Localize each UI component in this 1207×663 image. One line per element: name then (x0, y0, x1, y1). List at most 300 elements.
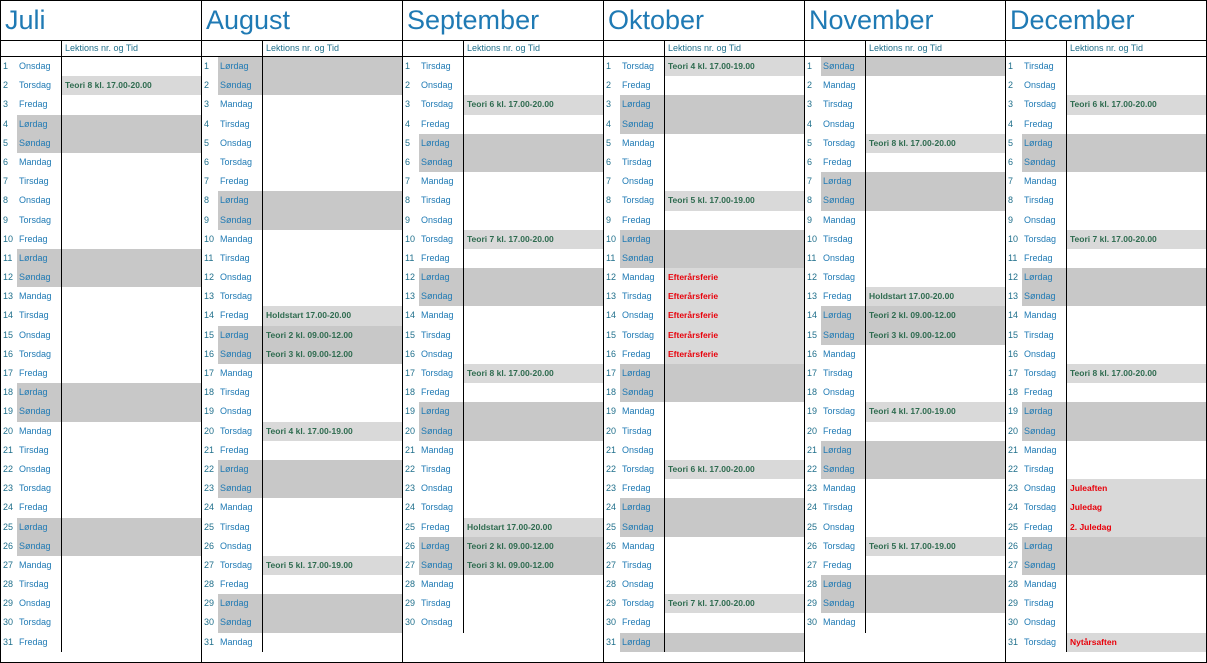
day-number: 25 (1008, 521, 1019, 532)
day-number: 26 (1, 537, 17, 556)
day-number: 20 (403, 422, 419, 441)
day-weekday: Tirsdag (19, 444, 49, 455)
day-weekday: Søndag (218, 479, 262, 498)
day-weekday: Lørdag (17, 518, 61, 537)
day-number: 6 (606, 156, 612, 167)
day-row (202, 134, 402, 153)
day-lesson-note (463, 345, 603, 364)
day-number: 16 (807, 348, 818, 359)
day-number: 28 (204, 579, 215, 590)
day-row (604, 537, 804, 556)
day-weekday: Torsdag (220, 425, 253, 436)
day-lesson-note (1066, 537, 1206, 556)
day-weekday: Fredag (19, 368, 48, 378)
day-number: 25 (1, 518, 17, 537)
day-weekday: Fredag (1024, 252, 1053, 263)
day-number: 10 (1008, 233, 1019, 244)
day-weekday: Onsdag (823, 252, 855, 263)
day-row (805, 211, 1005, 230)
day-row (403, 518, 603, 537)
day-weekday: Tirsdag (421, 598, 451, 609)
day-number: 11 (405, 252, 415, 263)
day-lesson-note: Teori 7 kl. 17.00-20.00 (664, 594, 804, 613)
day-lesson-note (664, 115, 804, 134)
day-number: 31 (3, 636, 14, 647)
day-row (1006, 422, 1206, 441)
day-row (202, 556, 402, 575)
day-number: 6 (3, 156, 9, 167)
day-number: 27 (3, 559, 14, 570)
day-weekday: Søndag (17, 134, 61, 153)
day-lesson-note: Teori 3 kl. 09.00-12.00 (262, 345, 402, 364)
day-number: 28 (1008, 579, 1019, 590)
day-row (1006, 230, 1206, 249)
day-weekday: Onsdag (622, 310, 654, 321)
day-number: 27 (204, 559, 215, 570)
day-number: 21 (204, 444, 215, 455)
day-lesson-note: Teori 8 kl. 17.00-20.00 (865, 134, 1005, 153)
day-row (202, 402, 402, 421)
day-number: 19 (1006, 402, 1022, 421)
day-number: 5 (1006, 134, 1022, 153)
day-lesson-note (463, 115, 603, 134)
day-lesson-note (61, 230, 201, 249)
day-lesson-note (262, 364, 402, 383)
day-weekday: Mandag (622, 406, 655, 417)
header-date-col (202, 41, 218, 56)
day-weekday: Søndag (620, 115, 664, 134)
day-row (403, 57, 603, 76)
day-lesson-note (463, 422, 603, 441)
day-lesson-note: Teori 5 kl. 17.00-19.00 (262, 556, 402, 575)
day-row (805, 383, 1005, 402)
day-row (604, 115, 804, 134)
day-weekday: Torsdag (1024, 502, 1057, 513)
day-row (604, 402, 804, 421)
day-row (403, 556, 603, 575)
day-weekday: Søndag (1022, 287, 1066, 306)
day-lesson-note (865, 383, 1005, 402)
day-number: 17 (3, 368, 14, 378)
day-lesson-note (865, 249, 1005, 268)
day-weekday: Fredag (19, 502, 48, 513)
day-row (805, 268, 1005, 287)
day-lesson-note (262, 211, 402, 230)
day-lesson-note (262, 230, 402, 249)
day-weekday: Torsdag (421, 502, 454, 513)
day-number: 13 (3, 291, 14, 302)
day-lesson-note (664, 633, 804, 652)
day-weekday: Torsdag (622, 195, 655, 206)
day-weekday: Onsdag (220, 406, 252, 417)
day-row (604, 268, 804, 287)
month-title: November (805, 1, 1005, 41)
day-row (1, 287, 201, 306)
day-weekday: Lørdag (218, 594, 262, 613)
day-weekday: Lørdag (218, 191, 262, 210)
day-number: 14 (606, 310, 617, 321)
day-lesson-note: Teori 5 kl. 17.00-19.00 (664, 191, 804, 210)
day-number: 26 (1006, 537, 1022, 556)
day-number: 30 (405, 617, 416, 628)
day-number: 10 (3, 233, 14, 244)
day-number: 19 (403, 402, 419, 421)
day-lesson-note: Teori 2 kl. 09.00-12.00 (865, 306, 1005, 325)
day-row (202, 95, 402, 114)
day-number: 12 (1006, 268, 1022, 287)
month-days (805, 57, 1005, 662)
day-row (202, 613, 402, 632)
day-row (202, 460, 402, 479)
day-weekday: Tirsdag (19, 579, 49, 590)
day-row (604, 230, 804, 249)
day-weekday: Fredag (1024, 521, 1053, 532)
day-row (604, 498, 804, 517)
day-number: 11 (604, 249, 620, 268)
day-lesson-note (865, 211, 1005, 230)
day-weekday: Mandag (19, 156, 52, 167)
day-lesson-note (664, 230, 804, 249)
day-row (805, 191, 1005, 210)
day-number: 31 (604, 633, 620, 652)
day-weekday: Fredag (421, 521, 450, 532)
day-lesson-note (664, 364, 804, 383)
day-row (805, 134, 1005, 153)
day-weekday: Lørdag (620, 364, 664, 383)
day-number: 19 (1, 402, 17, 421)
day-number: 3 (807, 99, 813, 110)
day-row (1, 306, 201, 325)
day-row (604, 211, 804, 230)
day-row (403, 345, 603, 364)
day-lesson-note (1066, 306, 1206, 325)
day-number: 3 (204, 99, 210, 110)
day-weekday: Lørdag (419, 134, 463, 153)
day-row (1, 479, 201, 498)
day-lesson-note (61, 345, 201, 364)
day-number: 24 (405, 502, 416, 513)
day-row (1006, 537, 1206, 556)
day-row (1006, 191, 1206, 210)
day-weekday: Torsdag (823, 540, 856, 551)
day-number: 29 (1008, 598, 1019, 609)
day-number: 11 (1008, 252, 1018, 263)
day-row (403, 268, 603, 287)
month-days (1, 57, 201, 662)
day-number: 24 (204, 502, 215, 513)
day-lesson-note (262, 575, 402, 594)
day-weekday: Mandag (1024, 579, 1057, 590)
day-row (604, 479, 804, 498)
day-number: 17 (204, 368, 215, 378)
day-lesson-note (262, 249, 402, 268)
day-weekday: Tirsdag (622, 559, 652, 570)
day-row (1006, 95, 1206, 114)
day-number: 3 (604, 95, 620, 114)
day-lesson-note (463, 268, 603, 287)
day-weekday: Torsdag (19, 214, 52, 225)
day-row (1, 191, 201, 210)
day-lesson-note (865, 479, 1005, 498)
day-number: 26 (807, 540, 818, 551)
day-weekday: Torsdag (220, 559, 253, 570)
day-number: 5 (1, 134, 17, 153)
day-row (1, 422, 201, 441)
day-number: 21 (606, 444, 617, 455)
day-row (805, 422, 1005, 441)
day-lesson-note (1066, 441, 1206, 460)
day-row (1, 326, 201, 345)
day-lesson-note: Holdstart 17.00-20.00 (865, 287, 1005, 306)
day-row (403, 230, 603, 249)
day-lesson-note (262, 402, 402, 421)
day-lesson-note (1066, 345, 1206, 364)
day-row (805, 249, 1005, 268)
day-row (604, 134, 804, 153)
day-weekday: Onsdag (19, 463, 51, 474)
day-row (604, 441, 804, 460)
day-weekday: Onsdag (421, 80, 453, 91)
day-row (1006, 575, 1206, 594)
day-lesson-note (262, 268, 402, 287)
day-number: 5 (606, 137, 612, 148)
day-number: 6 (1006, 153, 1022, 172)
day-lesson-note (262, 153, 402, 172)
day-weekday: Mandag (823, 348, 856, 359)
day-number: 29 (405, 598, 416, 609)
day-row (403, 287, 603, 306)
day-number: 22 (1008, 463, 1019, 474)
day-number: 17 (604, 364, 620, 383)
day-weekday: Onsdag (1024, 214, 1056, 225)
day-weekday: Mandag (19, 291, 52, 302)
day-weekday: Mandag (421, 444, 454, 455)
day-weekday: Lørdag (17, 383, 61, 402)
day-weekday: Lørdag (821, 306, 865, 325)
day-lesson-note (664, 422, 804, 441)
day-number: 22 (3, 463, 14, 474)
day-row (1, 230, 201, 249)
day-lesson-note (865, 575, 1005, 594)
day-lesson-note (865, 556, 1005, 575)
day-number: 13 (807, 291, 818, 302)
day-number: 16 (606, 348, 617, 359)
day-weekday: Fredag (19, 233, 48, 244)
day-lesson-note (865, 613, 1005, 632)
day-number: 15 (805, 326, 821, 345)
day-weekday: Lørdag (218, 326, 262, 345)
day-row (202, 268, 402, 287)
day-row (202, 633, 402, 652)
day-lesson-note (262, 498, 402, 517)
day-lesson-note (61, 306, 201, 325)
day-row (1006, 76, 1206, 95)
month-title: Juli (1, 1, 201, 41)
day-weekday: Torsdag (1024, 233, 1057, 244)
day-lesson-note (664, 479, 804, 498)
day-row (805, 633, 1005, 652)
day-weekday: Lørdag (1022, 134, 1066, 153)
day-weekday: Onsdag (1024, 80, 1056, 91)
day-number: 1 (3, 61, 9, 71)
day-lesson-note: 2. Juledag (1066, 518, 1206, 537)
day-row (1, 594, 201, 613)
day-number: 16 (405, 348, 416, 359)
day-lesson-note (262, 287, 402, 306)
day-number: 14 (1008, 310, 1019, 321)
day-number: 9 (807, 214, 813, 225)
day-row (805, 594, 1005, 613)
day-weekday: Fredag (220, 444, 249, 455)
day-weekday: Lørdag (17, 249, 61, 268)
day-number: 23 (606, 483, 617, 494)
day-weekday: Mandag (220, 368, 253, 378)
day-row (604, 172, 804, 191)
day-row (403, 422, 603, 441)
day-row (403, 249, 603, 268)
day-row (604, 326, 804, 345)
day-row (1006, 153, 1206, 172)
day-number: 28 (405, 579, 416, 590)
day-weekday: Mandag (1024, 444, 1057, 455)
day-row (805, 537, 1005, 556)
day-row (202, 57, 402, 76)
day-lesson-note: Efterårsferie (664, 345, 804, 364)
day-row (202, 364, 402, 383)
day-row (1006, 383, 1206, 402)
day-lesson-note (61, 326, 201, 345)
day-weekday: Søndag (218, 76, 262, 95)
day-row (1006, 287, 1206, 306)
day-number: 10 (405, 233, 416, 244)
day-lesson-note (1066, 57, 1206, 76)
day-row (1, 153, 201, 172)
day-lesson-note (1066, 613, 1206, 632)
day-lesson-note (865, 268, 1005, 287)
day-lesson-note (865, 364, 1005, 383)
day-row (805, 518, 1005, 537)
day-weekday: Søndag (1022, 422, 1066, 441)
day-row (1006, 556, 1206, 575)
day-number: 4 (204, 118, 210, 129)
day-row (805, 76, 1005, 95)
day-lesson-note (61, 402, 201, 421)
day-row (202, 191, 402, 210)
day-weekday: Onsdag (421, 483, 453, 494)
day-row (604, 249, 804, 268)
day-weekday: Mandag (220, 99, 253, 110)
day-row (1, 57, 201, 76)
day-weekday: Onsdag (823, 521, 855, 532)
day-number: 19 (204, 406, 215, 417)
day-lesson-note: Teori 7 kl. 17.00-20.00 (1066, 230, 1206, 249)
day-row (403, 326, 603, 345)
day-weekday: Mandag (622, 272, 655, 283)
day-lesson-note (61, 57, 201, 76)
day-number: 27 (807, 559, 818, 570)
day-weekday: Torsdag (1024, 636, 1057, 647)
day-number: 8 (805, 191, 821, 210)
day-row (1, 518, 201, 537)
day-row (403, 306, 603, 325)
day-row (1006, 479, 1206, 498)
day-weekday: Onsdag (622, 176, 654, 187)
day-row (1006, 633, 1206, 652)
day-lesson-note (463, 134, 603, 153)
day-weekday: Mandag (1024, 176, 1057, 187)
day-number: 27 (606, 559, 617, 570)
day-lesson-note (865, 153, 1005, 172)
day-row (403, 153, 603, 172)
day-row (1, 115, 201, 134)
day-lesson-note (1066, 249, 1206, 268)
day-row (403, 479, 603, 498)
day-weekday: Søndag (419, 556, 463, 575)
day-number: 20 (3, 425, 14, 436)
day-number: 4 (604, 115, 620, 134)
day-row (403, 95, 603, 114)
day-number: 12 (204, 272, 215, 283)
day-lesson-note (262, 633, 402, 652)
day-number: 7 (405, 176, 411, 187)
day-row (604, 633, 804, 652)
day-weekday: Lørdag (821, 575, 865, 594)
day-lesson-note (865, 498, 1005, 517)
day-weekday: Lørdag (218, 460, 262, 479)
day-weekday: Torsdag (823, 406, 856, 417)
day-weekday: Tirsdag (823, 368, 853, 378)
day-lesson-note (664, 518, 804, 537)
day-lesson-note (61, 153, 201, 172)
day-weekday: Mandag (823, 617, 856, 628)
header-weekday-col (218, 41, 262, 56)
day-number: 3 (405, 99, 411, 110)
day-number: 7 (1008, 176, 1014, 187)
day-row (1, 345, 201, 364)
day-number: 11 (204, 252, 214, 263)
day-number: 17 (405, 368, 416, 378)
month-header (403, 41, 603, 57)
day-number: 29 (202, 594, 218, 613)
day-weekday: Lørdag (620, 95, 664, 114)
day-number: 24 (807, 502, 818, 513)
day-lesson-note (1066, 76, 1206, 95)
day-number: 13 (204, 291, 215, 302)
day-lesson-note (262, 115, 402, 134)
day-weekday: Torsdag (19, 80, 52, 91)
day-lesson-note (463, 191, 603, 210)
day-weekday: Mandag (421, 176, 454, 187)
day-lesson-note (61, 633, 201, 652)
month-title: Oktober (604, 1, 804, 41)
day-weekday: Fredag (823, 291, 852, 302)
day-weekday: Søndag (419, 153, 463, 172)
month-column (403, 1, 604, 662)
month-column (604, 1, 805, 662)
day-number: 29 (3, 598, 14, 609)
day-row (403, 211, 603, 230)
day-weekday: Søndag (419, 287, 463, 306)
day-lesson-note: Efterårsferie (664, 287, 804, 306)
day-weekday: Fredag (19, 636, 48, 647)
day-lesson-note (463, 211, 603, 230)
day-lesson-note (1066, 422, 1206, 441)
day-number: 27 (1006, 556, 1022, 575)
day-row (1, 575, 201, 594)
day-lesson-note: Efterårsferie (664, 306, 804, 325)
day-row (604, 364, 804, 383)
month-column (1006, 1, 1206, 662)
